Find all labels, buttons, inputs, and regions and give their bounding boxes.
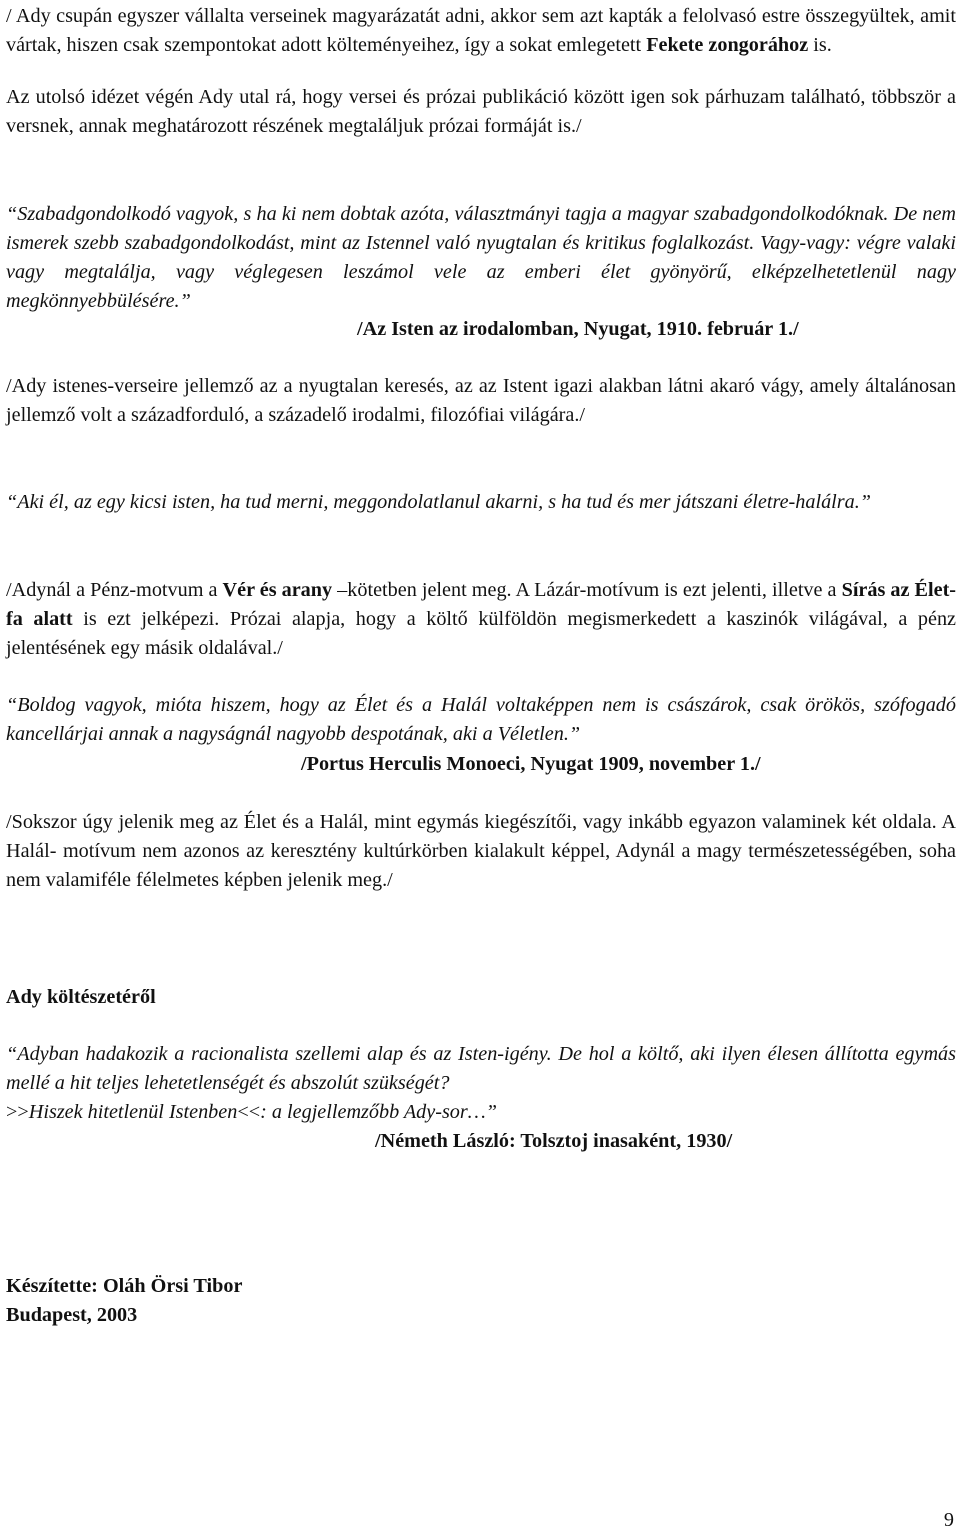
paragraph-prose-parallels: Az utolsó idézet végén Ady utal rá, hogy versei és prózai publikáció között igen sok párhuzam található, többször a versnek, annak meghatározott részének megtaláljuk prózai formáját is./ xyxy=(6,86,956,137)
citation-portus-herculis: /Portus Herculis Monoeci, Nyugat 1909, november 1./ xyxy=(301,753,761,775)
paragraph-istenes-versek: /Ady istenes-verseire jellemző az a nyugtalan keresés, az az Istent igazi alakban látni akaró vágy, amely általánosan jellemző volt a századforduló, a századelő irodalmi, filozófiai világára./ xyxy=(6,375,956,426)
title-fekete-zongora: Fekete zongorához xyxy=(646,34,809,56)
title-siras-az-elet-fa-alatt: Sírás az Élet-fa alatt xyxy=(6,579,957,630)
section-heading: Ady költészetéről xyxy=(6,986,156,1008)
citation-isten-irodalomban: /Az Isten az irodalomban, Nyugat, 1910. február 1./ xyxy=(357,318,799,340)
quote-szabadgondolkodo: “Szabadgondolkodó vagyok, s ha ki nem dobtak azóta, választmányi tagja a magyar szabadgondolkodóknak. De nem ismerek szebb szabadgondolkodást, mint az Istennel való nyugtalan és kritikus foglalkozást. Vagy-vagy: végre valaki vagy megtalálja, vagy véglegesen leszámol vele az emberi élet gyönyörű, elképzelhetetlenül nagy megkönnyebbülésére.” xyxy=(6,203,956,312)
quote-nemeth-laszlo: “Adyban hadakozik a racionalista szellemi alap és az Isten-igény. De hol a költő, aki ilyen élesen állította egymás mellé a hit teljes lehetetlenségét és abszolút szükségét? >>Hiszek hitetlenül Istenben<<: a legjellemzőbb Ady-sor…” xyxy=(6,1043,956,1123)
quote-boldog-vagyok: “Boldog vagyok, mióta hiszem, hogy az Élet és a Halál voltaképpen nem is császárok, csak örökös, szófogadó kancellárjai annak a nagyságnál nagyobb despotának, aki a Véletlen.” xyxy=(6,694,956,745)
paragraph-fekete-zongora: / Ady csupán egyszer vállalta verseinek magyarázatát adni, akkor sem azt kapták a felolvasó estre összegyültek, amit vártak, hiszen csak szempontokat adott költeményeihez, így a sokat emlegetett Fekete zongorához is. xyxy=(6,5,956,56)
citation-tolsztoj-inasakent: /Németh László: Tolsztoj inasaként, 1930/ xyxy=(375,1130,733,1152)
place-date: Budapest, 2003 xyxy=(6,1304,138,1326)
author-credit: Készítette: Oláh Örsi Tibor xyxy=(6,1275,243,1297)
paragraph-elet-es-halal: /Sokszor úgy jelenik meg az Élet és a Halál, mint egymás kiegészítői, vagy inkább egyazon valaminek két oldala. A Halál- motívum nem azonos az keresztény kultúrkörben kialakult képpel, Adynál a magy természetességében, soha nem valamiféle félelmetes képben jelenik meg./ xyxy=(6,811,956,891)
quote-kicsi-isten: “Aki él, az egy kicsi isten, ha tud merni, meggondolatlanul akarni, s ha tud és mer játszani életre-halálra.” xyxy=(6,491,872,513)
paragraph-penz-motivum: /Adynál a Pénz-motvum a Vér és arany –kötetben jelent meg. A Lázár-motívum is ezt jelenti, illetve a Sírás az Élet-fa alatt is ezt jelképezi. Prózai alapja, hogy a költő külföldön megismerkedett a kaszinók világával, a pénz jelentésének egy másik oldalával./ xyxy=(6,579,957,659)
title-ver-es-arany: Vér és arany xyxy=(222,579,333,601)
page-number: 9 xyxy=(943,1509,954,1531)
